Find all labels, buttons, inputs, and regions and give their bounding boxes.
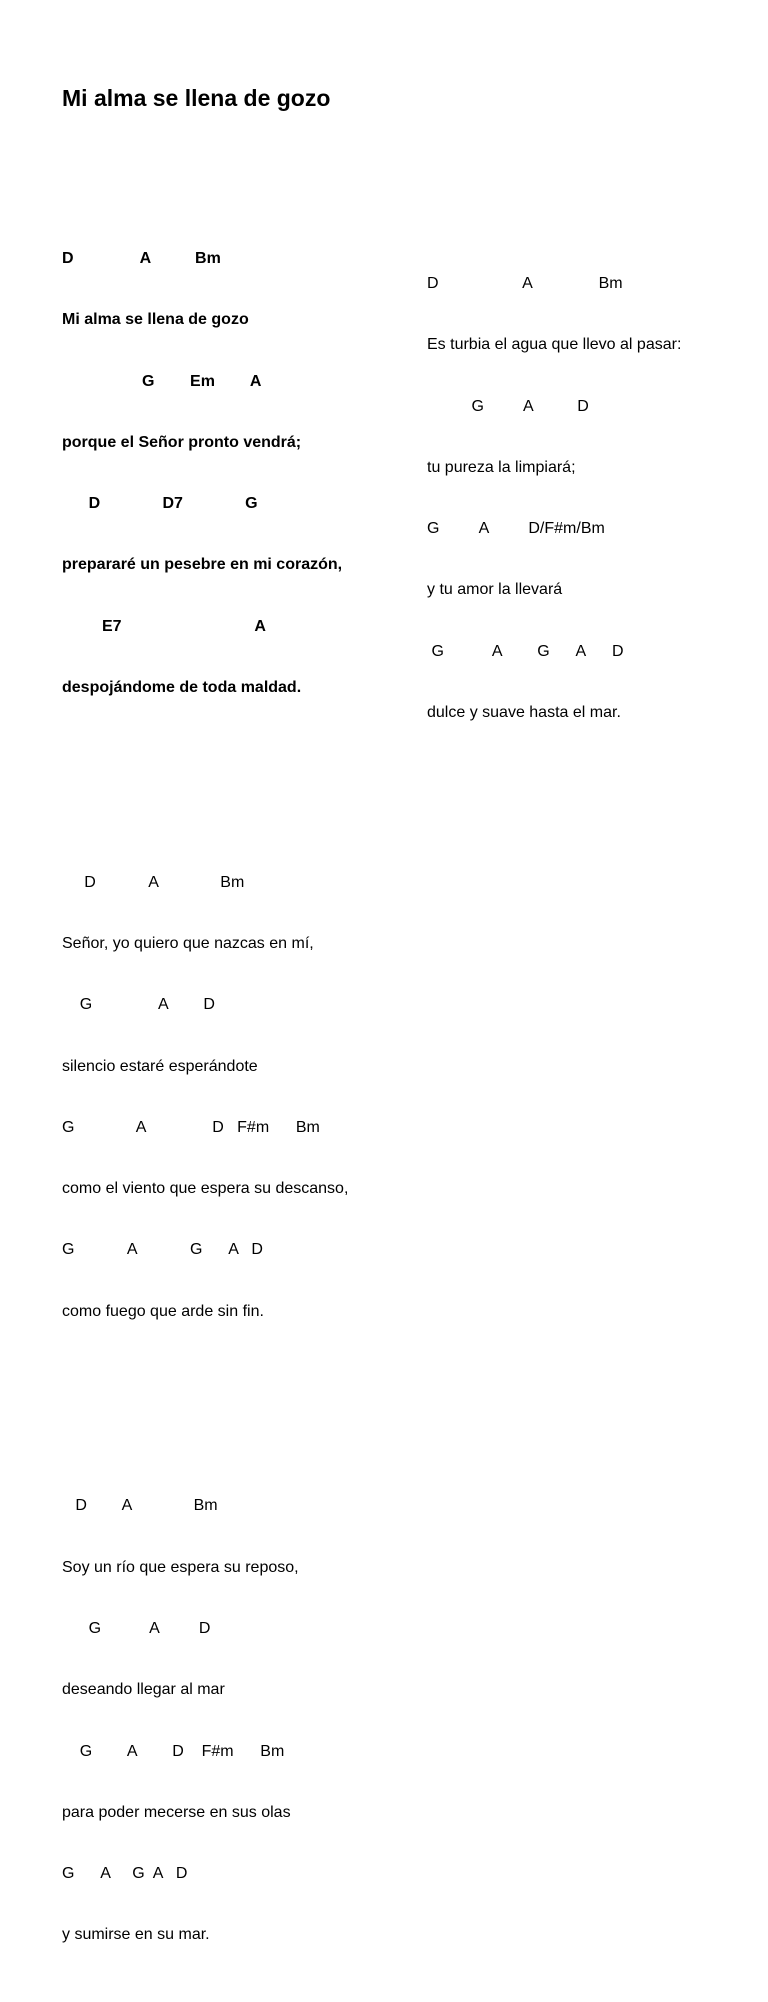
chord-line: E7 A — [62, 617, 266, 635]
chord-line: G A D — [62, 996, 215, 1014]
chord-line: G A G A D — [62, 1241, 263, 1259]
song-title: Mi alma se llena de gozo — [62, 85, 331, 111]
chord-line: G A D F#m Bm — [62, 1742, 285, 1760]
chord-line: G Em A — [62, 372, 262, 390]
chord-line: D D7 G — [62, 495, 258, 513]
chord-line: D A Bm — [62, 873, 245, 891]
chord-line: G A D — [62, 1619, 211, 1637]
lyric-line: dulce y suave hasta el mar. — [427, 704, 621, 722]
stanza-verse-3 — [427, 235, 681, 761]
lyric-line: y sumirse en su mar. — [62, 1926, 210, 1944]
stanza-verse-1 — [62, 834, 348, 1360]
chord-line: G A G A D — [62, 1865, 188, 1883]
lyric-line: como fuego que arde sin fin. — [62, 1302, 264, 1320]
chord-line: G A D F#m Bm — [62, 1118, 320, 1136]
lyric-line: Es turbia el agua que llevo al pasar: — [427, 336, 682, 354]
lyric-line: despojándome de toda maldad. — [62, 679, 302, 697]
stanza-verse-2 — [62, 1457, 348, 1983]
stanza-gap — [62, 772, 348, 797]
lyric-line: como el viento que espera su descanso, — [62, 1180, 349, 1198]
chord-line: G A G A D — [427, 642, 624, 660]
lyric-line: silencio estaré esperándote — [62, 1057, 258, 1075]
lyric-line: tu pureza la limpiará; — [427, 458, 576, 476]
chord-line: G A D/F#m/Bm — [427, 520, 605, 538]
chord-line: D A Bm — [62, 1497, 218, 1515]
chord-line: G A D — [427, 397, 589, 415]
lyric-line: prepararé un pesebre en mi corazón, — [62, 556, 343, 574]
left-column — [62, 174, 348, 2002]
lyric-line: deseando llegar al mar — [62, 1681, 225, 1699]
chord-line: D A Bm — [62, 250, 221, 267]
lyric-line: y tu amor la llevará — [427, 581, 563, 599]
stanza-gap — [62, 1396, 348, 1421]
lyric-line: Soy un río que espera su reposo, — [62, 1558, 299, 1576]
lyric-line: Señor, yo quiero que nazcas en mí, — [62, 934, 314, 952]
right-column — [427, 199, 681, 779]
lyric-line: para poder mecerse en sus olas — [62, 1803, 291, 1821]
lyric-line: porque el Señor pronto vendrá; — [62, 433, 302, 451]
lyric-line: Mi alma se llena de gozo — [62, 311, 249, 329]
stanza-chorus — [62, 210, 348, 736]
chord-line: D A Bm — [427, 275, 623, 292]
